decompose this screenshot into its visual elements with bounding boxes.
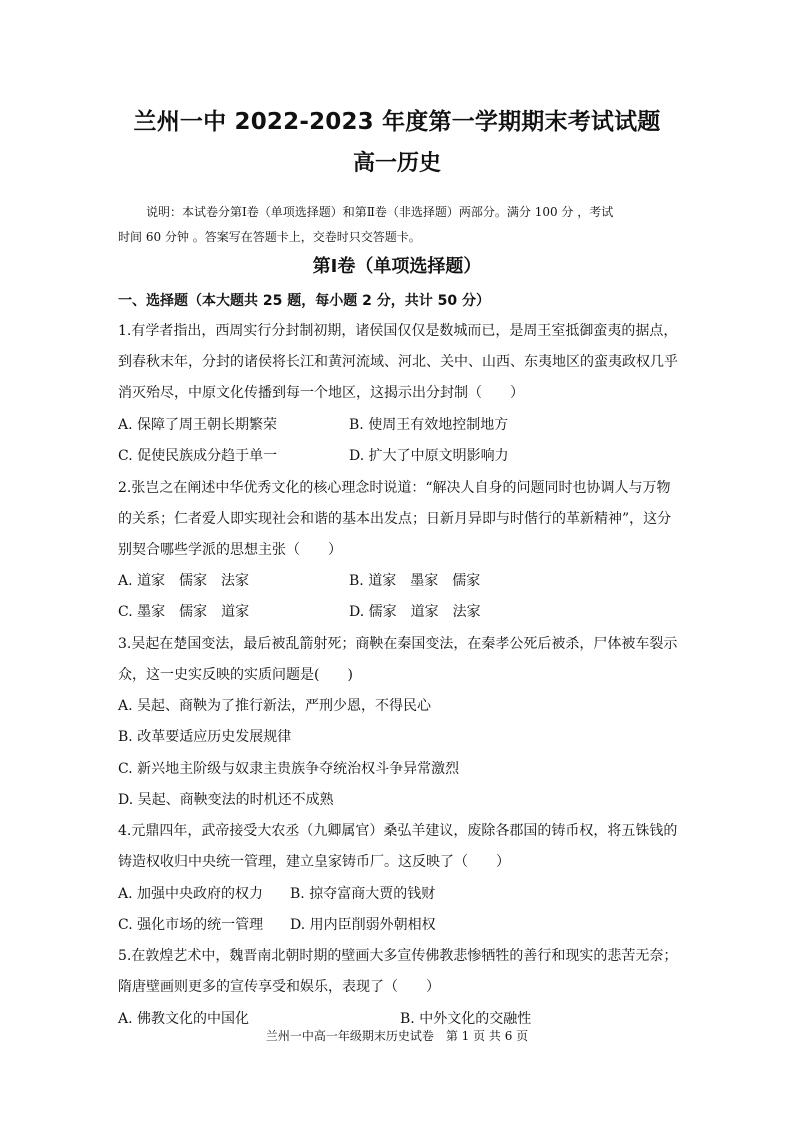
question-1-option-b: B. 使周王有效地控制地方 [349,417,509,433]
question-2-option-d: D. 儒家 道家 法家 [349,604,481,620]
question-3-option-a: A. 吴起、商鞅为了推行新法，严刑少恩，不得民心 [118,698,432,714]
question-1-line-2: 到春秋末年，分封的诸侯将长江和黄河流域、河北、关中、山西、东夷地区的蛮夷政权几乎 [118,354,678,370]
question-1-line-1: 1.有学者指出，西周实行分封制初期，诸侯国仅仅是数城而已，是周王室抵御蛮夷的据点， [118,323,678,339]
exam-subject: 高一历史 [352,151,441,176]
question-4-option-d: D. 用内臣削弱外朝相权 [290,917,436,933]
instructions-line-2: 时间 60 分钟 。答案写在答题卡上，交卷时只交答题卡。 [118,230,421,244]
page-footer: 兰州一中高一年级期末历史试卷 第 1 页 共 6 页 [265,1029,529,1043]
question-5-option-a: A. 佛教文化的中国化 [118,1011,250,1027]
question-2-line-3: 别契合哪些学派的思想主张（ ） [118,542,342,558]
question-5-line-1: 5.在敦煌艺术中，魏晋南北朝时期的壁画大多宣传佛教悲惨牺牲的善行和现实的悲苦无奈； [118,948,678,964]
question-4-option-c: C. 强化市场的统一管理 [118,917,264,933]
volume-title: 第Ⅰ卷（单项选择题） [312,256,482,277]
question-4-line-2: 铸造权收归中央统一管理，建立皇家铸币厂。这反映了（ ） [118,854,510,870]
question-3-line-1: 3.吴起在楚国变法，最后被乱箭射死；商鞅在秦国变法，在秦孝公死后被杀，尸体被车裂示 [118,636,678,652]
question-2-option-b: B. 道家 墨家 儒家 [349,573,481,589]
question-1-option-c: C. 促使民族成分趋于单一 [118,448,278,464]
question-1-option-a: A. 保障了周王朝长期繁荣 [118,417,278,433]
exam-title: 兰州一中 2022-2023 年度第一学期期末考试试题 [133,109,661,135]
question-2-line-1: 2.张岂之在阐述中华优秀文化的核心理念时说道：“解决人自身的问题同时也协调人与万物 [118,480,671,496]
question-3-line-2: 众，这一史实反映的实质问题是( ) [118,667,353,683]
exam-instructions [118,200,678,250]
question-5-option-b: B. 中外文化的交融性 [400,1011,532,1027]
question-3-option-c: C. 新兴地主阶级与奴隶主贵族争夺统治权斗争异常激烈 [118,761,460,777]
instructions-line-1: 说明：本试卷分第Ⅰ卷（单项选择题）和第Ⅱ卷（非选择题）两部分。满分 100 分 ，考试 [146,205,614,219]
section-title: 一、选择题（本大题共 25 题，每小题 2 分，共计 50 分） [118,293,490,309]
question-1-line-3: 消灭殆尽，中原文化传播到每一个地区，这揭示出分封制（ ） [118,385,524,401]
question-2-option-c: C. 墨家 儒家 道家 [118,604,250,620]
question-5-line-2: 隋唐壁画则更多的宣传享受和娱乐，表现了（ ） [118,979,440,995]
question-3-option-b: B. 改革要适应历史发展规律 [118,729,292,745]
question-4-option-a: A. 加强中央政府的权力 [118,886,264,902]
question-4-option-b: B. 掠夺富商大贾的钱财 [290,886,436,902]
question-1-option-d: D. 扩大了中原文明影响力 [349,448,509,464]
question-2-line-2: 的关系；仁者爱人即实现社会和谐的基本出发点；日新月异即与时偕行的革新精神”，这分 [118,511,672,527]
question-3-option-d: D. 吴起、商鞅变法的时机还不成熟 [118,792,334,808]
question-4-line-1: 4.元鼎四年，武帝接受大农丞（九卿属官）桑弘羊建议，废除各郡国的铸币权，将五铢钱的 [118,823,678,839]
question-2-option-a: A. 道家 儒家 法家 [118,573,250,589]
